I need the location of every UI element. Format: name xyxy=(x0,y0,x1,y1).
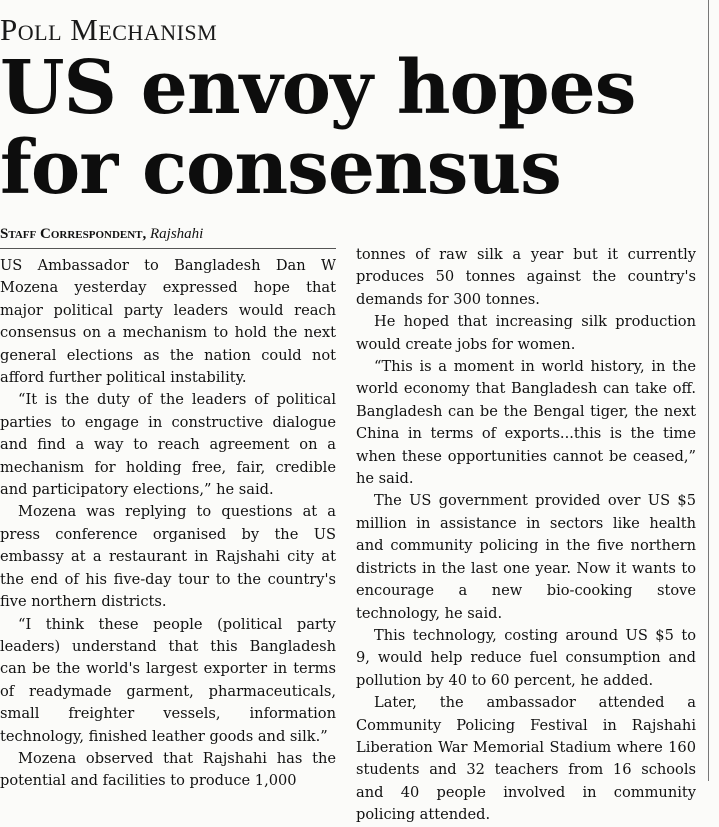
paragraph: “I think these people (political party leaders) understand that this Bangladesh can be the world's largest exporter in terms of readymade garment, pharmaceuticals, small freighter vessels, information technology, finished leather goods and silk.” xyxy=(0,615,336,745)
paragraph: Mozena was replying to questions at a press conference organised by the US embassy at a restaurant in Rajshahi city at the end of his five-day tour to the country's five northern districts. xyxy=(0,503,336,611)
headline: US envoy hopes for consensus xyxy=(0,45,636,211)
kicker: Poll Mechanism xyxy=(0,12,218,47)
paragraph: This technology, costing around US $5 to 9, would help reduce fuel consumption and pollution by 40 to 60 percent, he added. xyxy=(356,626,696,689)
paragraph: “This is a moment in world history, in the world economy that Bangladesh can take off. Bangladesh can be the Bengal tiger, the next China in terms of exports...this is the time when these opportunities cannot be ceased,” he said. xyxy=(356,358,696,488)
paragraph: Mozena observed that Rajshahi has the potential and facilities to produce 1,000 xyxy=(0,749,336,790)
column-divider xyxy=(708,0,709,781)
paragraph: Later, the ambassador attended a Community Policing Festival in Rajshahi Liberation War Memorial Stadium where 160 students and 32 teachers from 16 schools and 40 people involved in community policing attended. xyxy=(356,694,696,824)
paragraph: The US government provided over US $5 million in assistance in sectors like health and community policing in the five northern districts in the last one year. Now it wants to encourage a new bio-cooking stove technology, he said. xyxy=(356,492,696,622)
paragraph: tonnes of raw silk a year but it currently produces 50 tonnes against the country's demands for 300 tonnes. xyxy=(356,246,696,308)
byline-place: Rajshahi xyxy=(150,226,204,242)
byline xyxy=(0,224,336,249)
paragraph: US Ambassador to Bangladesh Dan W Mozena yesterday expressed hope that major political party leaders would reach consensus on a mechanism to hold the next general elections as the nation could not afford further political instability. xyxy=(0,257,336,387)
article-column-left xyxy=(0,224,336,793)
paragraph: He hoped that increasing silk production would create jobs for women. xyxy=(356,313,696,353)
paragraph: “It is the duty of the leaders of political parties to engage in constructive dialogue and find a way to reach agreement on a mechanism for holding free, fair, credible and participatory elections,” he said. xyxy=(0,391,336,499)
byline-author: Staff Correspondent, xyxy=(0,226,147,242)
article-column-middle xyxy=(356,244,696,827)
